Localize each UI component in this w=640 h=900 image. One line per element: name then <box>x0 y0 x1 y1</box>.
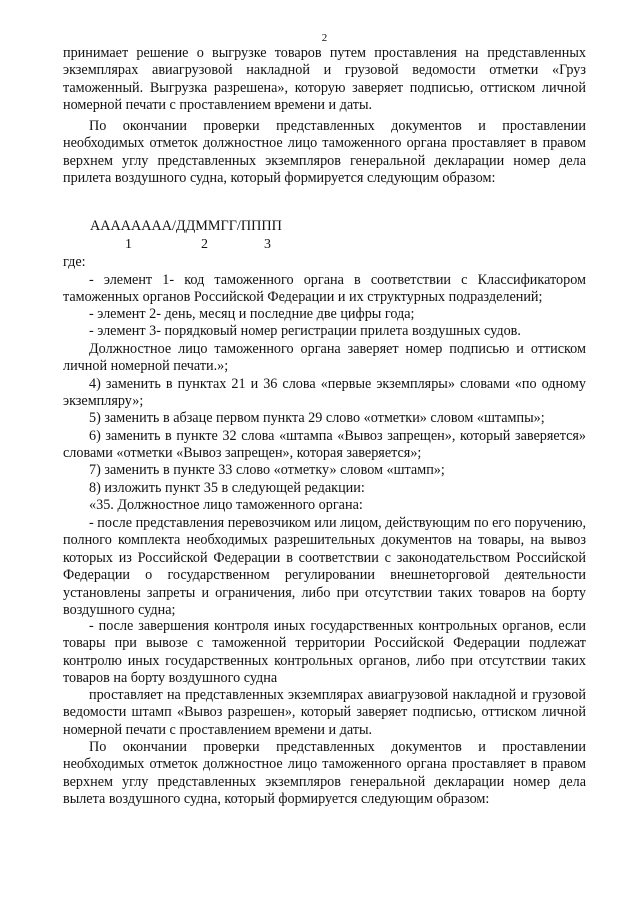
paragraph-unloading-decision: принимает решение о выгрузке товаров путем проставления на представленных экземплярах авиагрузовой накладной и грузовой ведомости отметки «Груз таможенный. Выгрузка разрешена», которую заверяет подписью, оттиском личной номерной печати с проставлением времени и даты. <box>63 45 586 114</box>
paragraph-item-5: 5) заменить в абзаце первом пункта 29 слово «отметки» словом «штампы»; <box>89 410 545 426</box>
paragraph-departure-case-number: По окончании проверки представленных документов и проставлении необходимых отметок должностное лицо таможенного органа проставляет в правом верхнем углу представленных экземпляров генеральной декларации номер дела вылета воздушного судна, который формируется следующим образом: <box>63 739 586 808</box>
page-number: 2 <box>321 32 328 44</box>
paragraph-where: где: <box>63 254 86 270</box>
paragraph-certify-number: Должностное лицо таможенного органа заверяет номер подписью и оттиском личной номерной печати.»; <box>63 341 586 375</box>
paragraph-after-control: - после завершения контроля иных государственных контрольных органов, если товары при вывозе с таможенной территории Российской Федерации подлежат контролю иных государственных контрольных органов, либо при отсутствии таких товаров на борту воздушного судна <box>63 618 586 687</box>
element-index-3: 3 <box>264 237 271 252</box>
paragraph-element-2: - элемент 2- день, месяц и последние две цифры года; <box>89 306 415 322</box>
element-index-1: 1 <box>125 237 132 252</box>
paragraph-stamp-export-allowed: проставляет на представленных экземплярах авиагрузовой накладной и грузовой ведомости штамп «Вывоз разрешен», который заверяет подписью, оттиском личной номерной печати с проставлением времени и даты. <box>63 687 586 738</box>
paragraph-after-permits: - после представления перевозчиком или лицом, действующим по его поручению, полного комплекта необходимых разрешительных документов на товары, на вывоз которых из Российской Федерации в соответствии с законодательством Российской Федерации о государственном регулировании внешнеторговой деятельности установлены запреты и ограничения, либо при отсутствии таких товаров на борту воздушного судна; <box>63 515 586 619</box>
paragraph-item-6: 6) заменить в пункте 32 слова «штампа «Вывоз запрещен», который заверяется» словами «отметки «Вывоз запрещен», которая заверяется»; <box>63 428 586 462</box>
paragraph-item-8: 8) изложить пункт 35 в следующей редакции: <box>89 480 365 496</box>
paragraph-element-1: - элемент 1- код таможенного органа в соответствии с Классификатором таможенных органов Российской Федерации и их структурных подразделений; <box>63 272 586 306</box>
paragraph-item-4: 4) заменить в пунктах 21 и 36 слова «первые экземпляры» словами «по одному экземпляру»; <box>63 376 586 410</box>
paragraph-arrival-case-number: По окончании проверки представленных документов и проставлении необходимых отметок должностное лицо таможенного органа проставляет в правом верхнем углу представленных экземпляров генеральной декларации номер дела прилета воздушного судна, который формируется следующим образом: <box>63 118 586 187</box>
paragraph-clause-35: «35. Должностное лицо таможенного органа: <box>89 497 363 513</box>
case-number-pattern: АААААААА/ДДММГГ/ПППП <box>90 218 282 234</box>
paragraph-item-7: 7) заменить в пункте 33 слово «отметку» словом «штамп»; <box>89 462 445 478</box>
element-index-2: 2 <box>201 237 208 252</box>
paragraph-element-3: - элемент 3- порядковый номер регистрации прилета воздушных судов. <box>89 323 521 339</box>
